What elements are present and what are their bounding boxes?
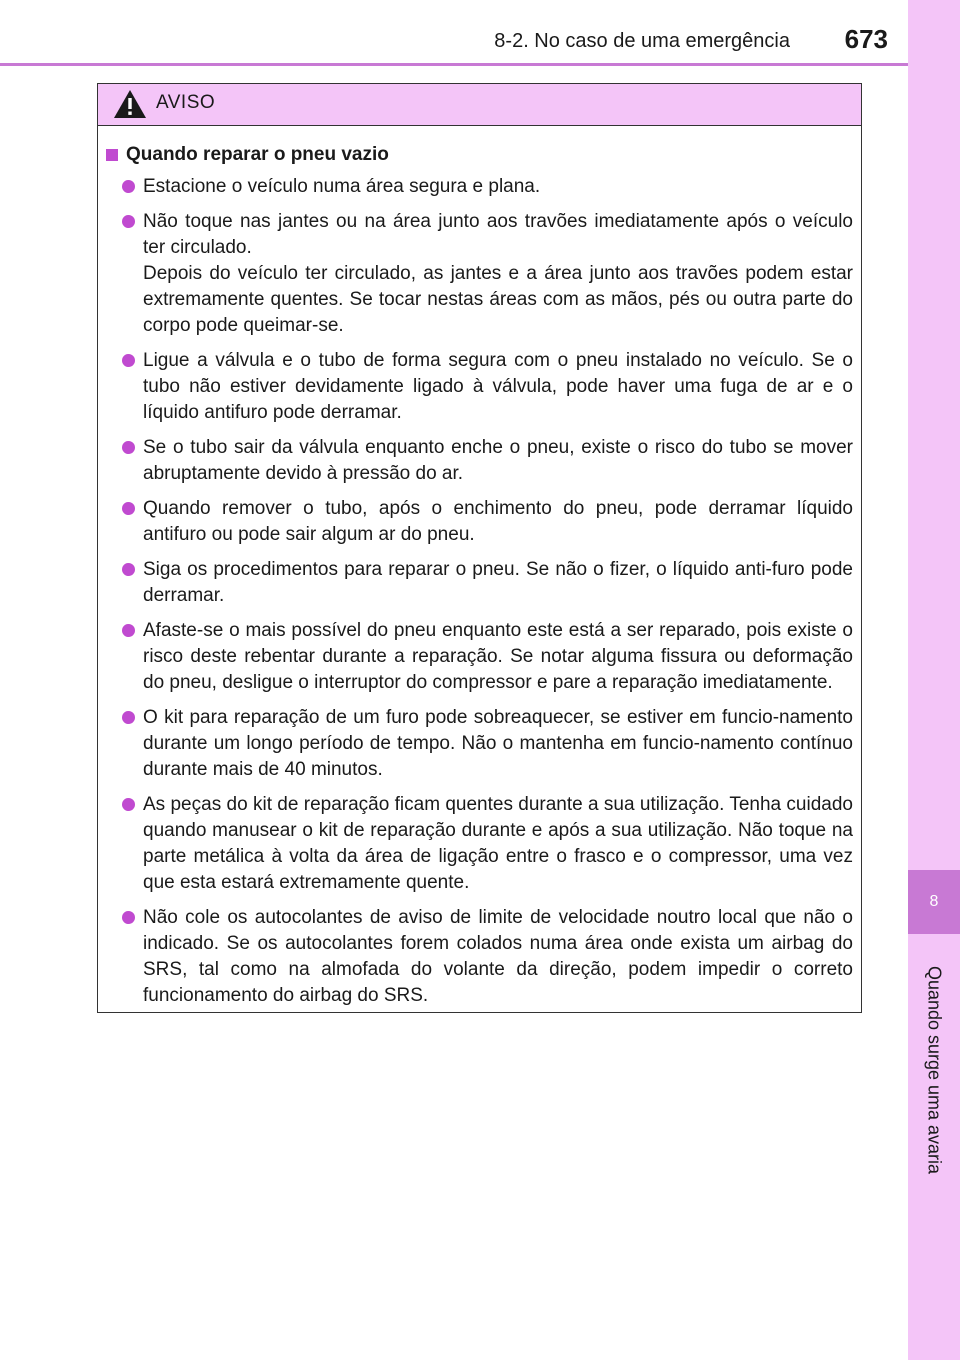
header-rule xyxy=(0,63,908,66)
bullet-dot-icon xyxy=(122,624,135,637)
list-item: Ligue a válvula e o tubo de forma segura com o pneu instalado no veículo. Se o tubo não estiver devidamente ligado à válvula, pode haver uma fuga de ar e o líquido antifuro pode derramar. xyxy=(104,348,853,426)
page-number: 673 xyxy=(844,24,888,54)
bullet-dot-icon xyxy=(122,563,135,576)
bullet-dot-icon xyxy=(122,354,135,367)
warning-header xyxy=(98,84,861,126)
bullet-dot-icon xyxy=(122,441,135,454)
warning-list xyxy=(104,174,853,1009)
chapter-number: 8 xyxy=(908,870,960,934)
list-item: Não cole os autocolantes de aviso de limite de velocidade noutro local que não o indicado. Se os autocolantes forem colados numa área onde exista um airbag do SRS, tal como na almofada do volante da direção, podem impedir o correto funcionamento do airbag do SRS. xyxy=(104,905,853,1009)
bullet-dot-icon xyxy=(122,711,135,724)
warning-title: AVISO xyxy=(156,92,216,113)
list-item: Não toque nas jantes ou na área junto aos travões imediatamente após o veículo ter circulado. Depois do veículo ter circulado, as jantes e a área junto aos travões podem estar extremamente quentes. Se tocar nestas áreas com as mãos, pés ou outra parte do corpo pode queimar-se. xyxy=(104,209,853,339)
warning-body xyxy=(98,126,861,1009)
chapter-title: Quando surge uma avaria xyxy=(924,965,945,1175)
warning-subheading xyxy=(104,144,853,166)
warning-box xyxy=(97,83,862,1013)
list-item: Estacione o veículo numa área segura e plana. xyxy=(104,174,853,200)
bullet-dot-icon xyxy=(122,502,135,515)
section-title: 8-2. No caso de uma emergência xyxy=(494,30,790,52)
list-item: Quando remover o tubo, após o enchimento do pneu, pode derramar líquido antifuro ou pode sair algum ar do pneu. xyxy=(104,496,853,548)
list-item: As peças do kit de reparação ficam quentes durante a sua utilização. Tenha cuidado quando manusear o kit de reparação durante e após a sua utilização. Não toque na parte metálica à volta da área de ligação entre o frasco e o compressor, uma vez que esta estará extremamente quente. xyxy=(104,792,853,896)
bullet-dot-icon xyxy=(122,215,135,228)
square-bullet-icon xyxy=(106,149,118,161)
bullet-dot-icon xyxy=(122,180,135,193)
list-item: O kit para reparação de um furo pode sobreaquecer, se estiver em funcio-namento durante um longo período de tempo. Não o mantenha em funcio-namento contínuo durante mais de 40 minutos. xyxy=(104,705,853,783)
bullet-dot-icon xyxy=(122,911,135,924)
bullet-dot-icon xyxy=(122,798,135,811)
warning-triangle-icon xyxy=(113,89,147,119)
list-item: Afaste-se o mais possível do pneu enquanto este está a ser reparado, pois existe o risco deste rebentar durante a reparação. Se notar alguma fissura ou deformação do pneu, desligue o interruptor do compressor e pare a reparação imediatamente. xyxy=(104,618,853,696)
list-item: Se o tubo sair da válvula enquanto enche o pneu, existe o risco do tubo se mover abruptamente devido à pressão do ar. xyxy=(104,435,853,487)
warning-subheading-text: Quando reparar o pneu vazio xyxy=(126,144,389,165)
list-item: Siga os procedimentos para reparar o pneu. Se não o fizer, o líquido anti-furo pode derramar. xyxy=(104,557,853,609)
